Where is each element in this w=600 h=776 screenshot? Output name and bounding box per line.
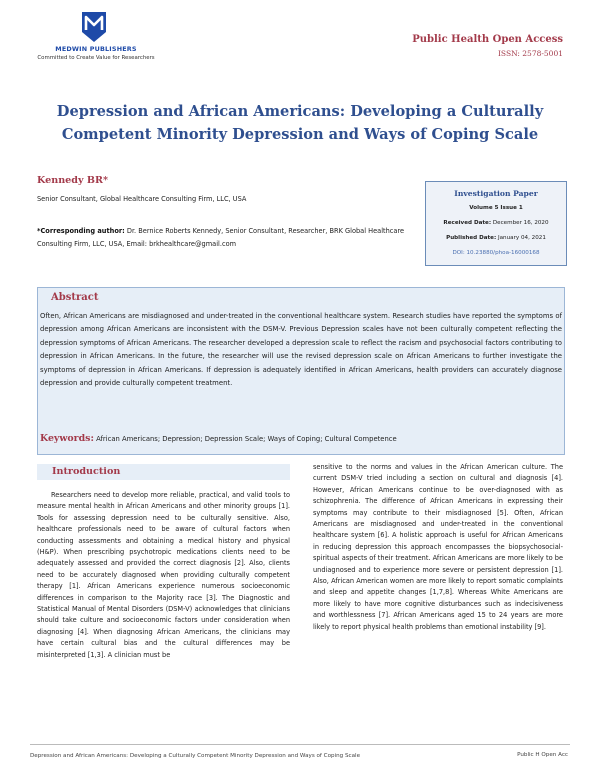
abstract-text: Often, African Americans are misdiagnosed and under-treated in the conventional healthcare system. Research studies have reported the symptoms of depression among African Americans are inconsistent with the DSM-V. Previous Depression scales have not been culturally competent reflecting the depression symptoms of African Americans. The researcher developed a depression scale to reflect the racism and psychosocial factors contributing to depression in African Americans. In the future, the researcher will use the revised depression scale on African Americans to further investigate the symptoms of depression in African Americans. If depression is adequately identified in African Americans, health providers can accurately diagnose depression and provide culturally competent treatment. (40, 312, 562, 388)
medwin-logo-icon (80, 10, 108, 44)
keywords (40, 433, 562, 444)
article-type: Investigation Paper (454, 189, 538, 198)
corresponding-text: Dr. Bernice Roberts Kennedy, Senior Consultant, Researcher, BRK Global Healthcare Consulting Firm, LLC, USA, Email: brkhealthcare@gmail.com (37, 227, 405, 248)
received-value: December 16, 2020 (492, 220, 549, 226)
volume-issue (426, 205, 566, 211)
introduction-left-column: Researchers need to develop more reliable, practical, and valid tools to measure mental health in African Americans and other minority groups [1]. Tools for assessing depression need to be culturally sensitive. Also, healthcare professionals need to be aware of cultural factors when conducting assessments and obtaining a medical history and physical (H&P). When prescribing psychotropic medications clients need to be adequately assessed and provided the correct diagnosis [2]. Also, clients need to be accurately diagnosed when providing culturally competent therapy [1]. African Americans experience numerous socioeconomic differences in comparison to the Majority race [3]. The Diagnostic and Statistical Manual of Mental Disorders (DSM-V) acknowledges that clinicians should take culture and socioeconomic factors under consideration when diagnosing [4]. When diagnosing African Americans, the clinicians may have certain cultural bias and the cultural differences may be misinterpreted [1,3]. A clinician must be (37, 491, 290, 659)
introduction-right-column: sensitive to the norms and values in the African American culture. The current DSM-V tried including a section on cultural and diagnosis [4]. However, African Americans continue to be over-diagnosed with as schizophrenia. The difference of African Americans in expressing their symptoms may contribute to their misdiagnosed [5]. Often, African Americans are misdiagnosed and under-treated in the conventional healthcare system [6]. A holistic approach is useful for African Americans in reducing depression this approach encompasses the biopsychosocial-spiritual aspects of their treatment. African Americans are more likely to be undiagnosed and to experience more severe or persistent depression [1]. Also, African American women are more likely to report somatic complaints and sleep and appetite changes [1,7,8]. Whereas White Americans are more likely to have more cognitive disturbances such as indecisiveness and worthlessness [7]. African Americans aged 15 to 24 years are more likely to report physical health problems than emotional instability [9]. (313, 463, 563, 631)
footer-divider (30, 744, 570, 745)
corresponding-label: *Corresponding author: (37, 227, 125, 235)
abstract-heading: Abstract (51, 292, 99, 303)
publisher-name: MEDWIN PUBLISHERS (55, 45, 137, 53)
footer-journal-abbrev: Public H Open Acc (517, 752, 568, 758)
keywords-label: Keywords: (40, 433, 94, 444)
journal-issn: ISSN: 2578-5001 (497, 49, 563, 58)
footer-article-title: Depression and African Americans: Developing a Culturally Competent Minority Depression and Ways of Coping Scale (30, 753, 361, 759)
publisher-tagline: Committed to Create Value for Researchers (37, 55, 155, 61)
received-label: Received Date: (443, 220, 492, 226)
article-title: Depression and African Americans: Developing a Culturally Competent Minority Depression and Ways of Coping Scale (56, 103, 544, 143)
volume-text: Volume 5 Issue 1 (469, 205, 523, 211)
keywords-text: African Americans; Depression; Depression Scale; Ways of Coping; Cultural Competence (96, 435, 397, 443)
corresponding-author (37, 225, 427, 251)
published-value: January 04, 2021 (497, 235, 546, 241)
abstract-section (37, 287, 565, 455)
introduction-heading: Introduction (52, 466, 121, 477)
received-date (426, 220, 566, 226)
journal-name: Public Health Open Access (412, 34, 563, 45)
introduction-heading-bar (37, 464, 290, 480)
article-info-box (425, 181, 567, 266)
author-name: Kennedy BR* (37, 175, 109, 186)
published-date (426, 235, 566, 241)
published-label: Published Date: (446, 235, 497, 241)
author-affiliation: Senior Consultant, Global Healthcare Consulting Firm, LLC, USA (37, 195, 247, 203)
doi-link[interactable]: DOI: 10.23880/phoa-16000168 (452, 250, 540, 256)
